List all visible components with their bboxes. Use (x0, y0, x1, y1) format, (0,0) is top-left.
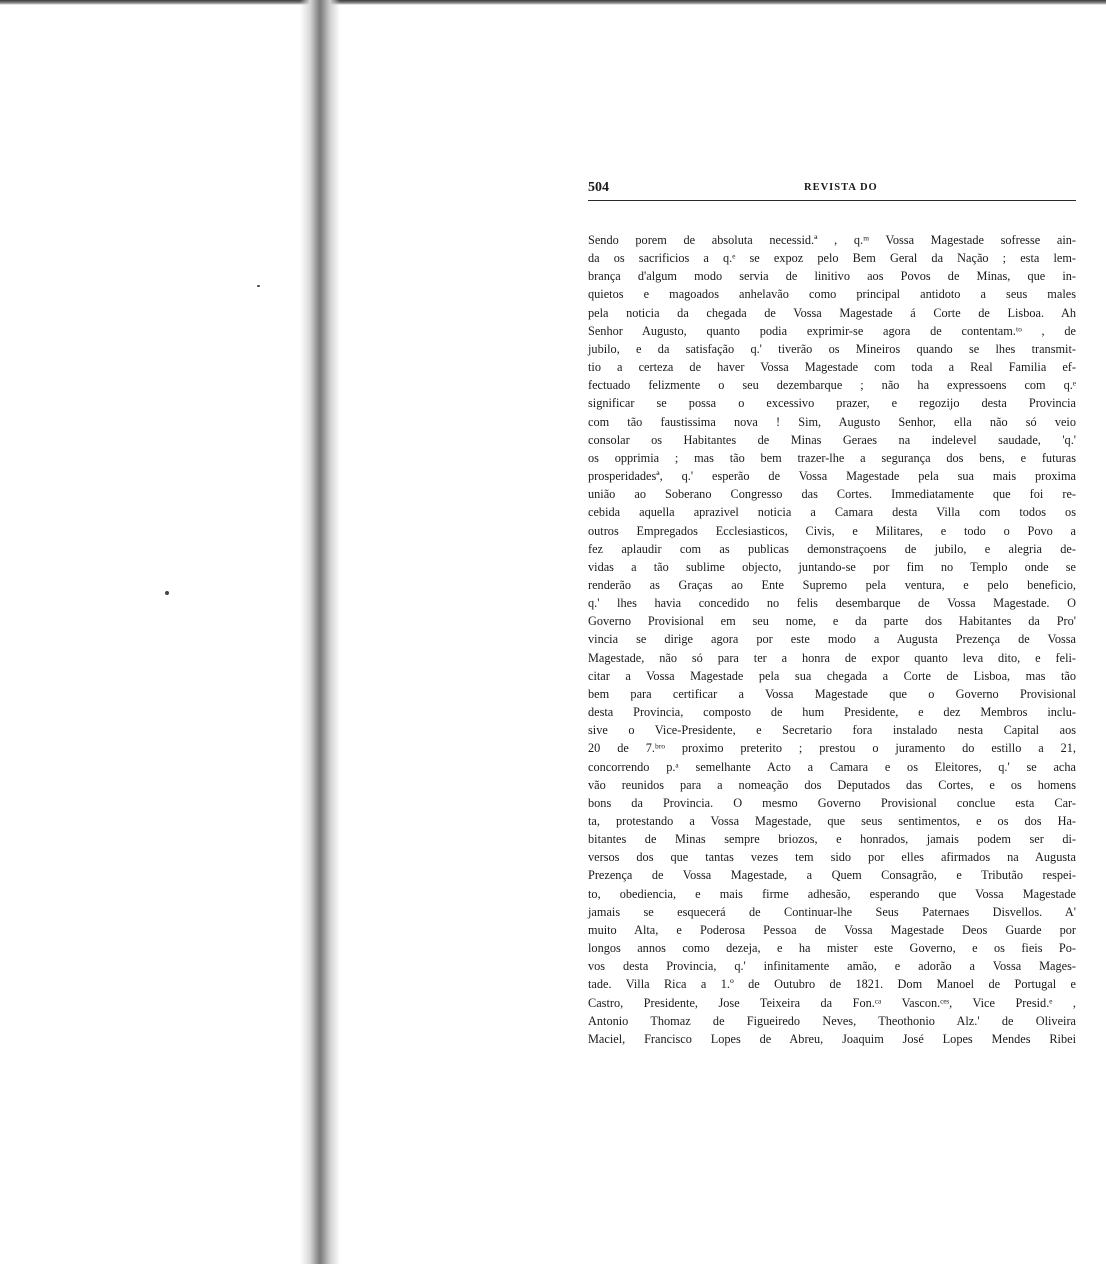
text-line: vão reunidos para a nomeação dos Deputados das Cortes, e os homens (588, 777, 1076, 792)
text-line: Sendo porem de absoluta necessid.ª , q.ᵐ Vossa Magestade sofresse ain- (588, 233, 1076, 247)
text-line: brança d'algum modo servia de linitivo aos Povos de Minas, que in- (588, 269, 1076, 284)
scan-speck (165, 591, 169, 595)
text-line: os opprimia ; mas tão bem trazer-lhe a segurança dos bens, e futuras (588, 450, 1076, 465)
text-line: cebida aquella aprazivel noticia a Camara desta Villa com todos os (588, 505, 1076, 520)
text-line: versos dos que tantas vezes tem sido por elles afirmados na Augusta (588, 850, 1076, 865)
book-gutter-shadow (300, 0, 340, 1264)
body-text (588, 231, 1076, 1048)
text-line: concorrendo p.ᵃ semelhante Acto a Camara e os Eleitores, q.' se acha (588, 759, 1076, 774)
scan-speck (257, 285, 260, 287)
text-line: fectuado felizmente o seu dezembarque ; não ha expressoens com q.ᵉ (588, 378, 1076, 393)
text-line: significar se possa o excessivo prazer, e regozijo desta Provincia (588, 396, 1076, 411)
text-line: Governo Provisional em seu nome, e da parte dos Habitantes da Pro' (588, 614, 1076, 629)
text-line: outros Empregados Ecclesiasticos, Civis, e Militares, e todo o Povo a (588, 523, 1076, 538)
text-line: Senhor Augusto, quanto podia exprimir-se agora de contentam.ᵗᵒ , de (588, 323, 1076, 338)
text-line: consolar os Habitantes de Minas Geraes na indelevel saudade, 'q.' (588, 432, 1076, 447)
text-line: q.' lhes havia concedido no felis desembarque de Vossa Magestade. O (588, 596, 1076, 611)
text-line: ta, protestando a Vossa Magestade, que seus sentimentos, e os dos Ha- (588, 814, 1076, 828)
running-title: REVISTA DO (804, 182, 878, 193)
text-line: 20 de 7.ᵇʳᵒ proximo preterito ; prestou o juramento do estillo a 21, (588, 741, 1076, 756)
text-line: bitantes de Minas sempre briozos, e honrados, jamais podem ser di- (588, 832, 1076, 847)
text-line: to, obediencia, e mais firme adhesão, esperando que Vossa Magestade (588, 886, 1076, 901)
text-line: união ao Soberano Congresso das Cortes. Immediatamente que foi re- (588, 487, 1076, 502)
text-line: pela noticia da chegada de Vossa Magestade á Corte de Lisboa. Ah (588, 305, 1076, 320)
text-line: vidas a tão sublime objecto, juntando-se por fim no Templo onde se (588, 559, 1076, 574)
text-line: desta Provincia, composto de hum Presidente, e dez Membros inclu- (588, 705, 1076, 720)
text-line: vos desta Provincia, q.' infinitamente amão, e adorão a Vossa Mages- (588, 959, 1076, 974)
text-line: citar a Vossa Magestade pela sua chegada a Corte de Lisboa, mas tão (588, 668, 1076, 683)
scan-top-edge (0, 0, 1106, 5)
text-line: jubilo, e da satisfação q.' tiverão os Mineiros quando se lhes transmit- (588, 341, 1076, 356)
text-line: jamais se esquecerá de Continuar-lhe Seus Paternaes Disvellos. A' (588, 904, 1076, 919)
text-line: renderão as Graças ao Ente Supremo pela ventura, e pelo beneficio, (588, 577, 1076, 592)
text-line: Castro, Presidente, Jose Teixeira da Fon.ᶜᵃ Vascon.ᶜᵉˢ, Vice Presid.ᵉ , (588, 995, 1076, 1010)
text-line: prosperidadesª, q.' esperão de Vossa Magestade pela sua mais proxima (588, 469, 1076, 484)
text-line: tade. Villa Rica a 1.º de Outubro de 1821. Dom Manoel de Portugal e (588, 977, 1076, 992)
page-number: 504 (588, 180, 609, 195)
text-line: Prezença de Vossa Magestade, a Quem Consagrão, e Tributão respei- (588, 868, 1076, 883)
text-line: com tão faustissima nova ! Sim, Augusto Senhor, ella não só veio (588, 414, 1076, 429)
text-line: vincia se dirige agora por este modo a Augusta Prezença de Vossa (588, 632, 1076, 647)
text-line: Maciel, Francisco Lopes de Abreu, Joaquim José Lopes Mendes Ribei (588, 1031, 1076, 1046)
text-line: sive o Vice-Presidente, e Secretario fora instalado nesta Capital aos (588, 723, 1076, 738)
text-line: bons da Provincia. O mesmo Governo Provisional conclue esta Car- (588, 795, 1076, 810)
text-line: da os sacrificios a q.ᵉ se expoz pelo Bem Geral da Nação ; esta lem- (588, 251, 1076, 266)
text-line: fez aplaudir com as publicas demonstraçoens de jubilo, e alegria de- (588, 541, 1076, 556)
text-line: bem para certificar a Vossa Magestade que o Governo Provisional (588, 686, 1076, 701)
text-line: quietos e magoados anhelavão como principal antidoto a seus males (588, 287, 1076, 302)
page-header (588, 180, 1076, 201)
text-line: Magestade, não só para ter a honra de expor quanto leva dito, e feli- (588, 650, 1076, 665)
text-line: longos annos como dezeja, e ha mister este Governo, e os fieis Po- (588, 941, 1076, 956)
text-line: tio a certeza de haver Vossa Magestade com toda a Real Familia ef- (588, 360, 1076, 375)
text-line: Antonio Thomaz de Figueiredo Neves, Theothonio Alz.' de Oliveira (588, 1013, 1076, 1028)
text-line: muito Alta, e Poderosa Pessoa de Vossa Magestade Deos Guarde por (588, 922, 1076, 937)
document-page (588, 180, 1076, 1048)
